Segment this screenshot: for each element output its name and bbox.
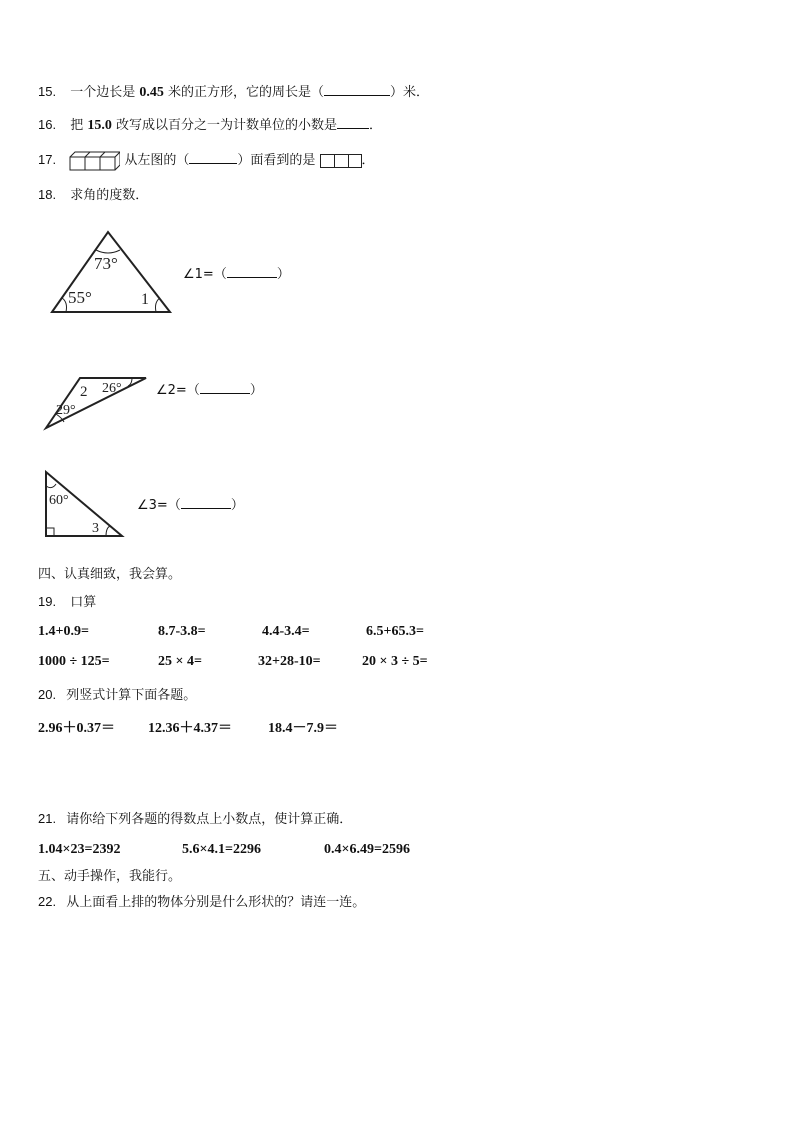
decimal-point-item: 5.6×4.1=2296 — [182, 842, 261, 857]
angle-label-1: 1 — [141, 291, 149, 308]
answer-blank[interactable] — [227, 264, 277, 278]
question-title: 请你给下列各题的得数点上小数点，使计算正确． — [66, 812, 353, 827]
answer-label: ∠2=（ — [156, 383, 200, 398]
answer-label: ∠3=（ — [137, 498, 181, 513]
decimal-point-item: 0.4×6.49=2596 — [324, 842, 410, 857]
angle-2-answer — [156, 379, 263, 398]
cubes-figure — [68, 151, 120, 171]
decimal-point-item: 1.04×23=2392 — [38, 842, 121, 857]
angle-1-answer — [183, 263, 290, 282]
question-number: 17. — [38, 152, 57, 167]
question-title: 口算 — [70, 595, 97, 610]
question-text: 一个边长是 — [70, 85, 136, 100]
question-20 — [38, 686, 196, 705]
angle-label-29: 29° — [56, 403, 76, 418]
side-length-value: 0.45 — [139, 85, 164, 100]
angle-3-answer — [137, 494, 244, 513]
question-19 — [38, 593, 96, 612]
angle-label-2: 2 — [80, 384, 88, 400]
question-text: 把 — [70, 118, 84, 133]
question-number: 15. — [38, 84, 57, 99]
oral-calc-item: 20 × 3 ÷ 5= — [362, 654, 428, 669]
question-text: 改写成以百分之一为计数单位的小数是 — [116, 118, 338, 133]
three-squares-figure — [320, 154, 362, 168]
question-21 — [38, 810, 352, 829]
section-5-heading: 五、动手操作，我能行。 — [38, 869, 182, 884]
answer-label: ） — [276, 267, 290, 282]
vertical-calc-item: 12.36＋4.37＝ — [148, 721, 232, 736]
answer-blank[interactable] — [200, 380, 250, 394]
oral-calc-item: 8.7-3.8= — [158, 624, 206, 639]
answer-label: ） — [230, 498, 244, 513]
question-number: 22. — [38, 894, 57, 909]
oral-calc-item: 4.4-3.4= — [262, 624, 310, 639]
question-number: 18. — [38, 187, 57, 202]
question-text: ． — [369, 118, 383, 133]
question-16 — [38, 115, 382, 135]
answer-label: ∠1=（ — [183, 267, 227, 282]
oral-calc-item: 1.4+0.9= — [38, 624, 89, 639]
answer-label: ） — [249, 383, 263, 398]
triangle-2 — [42, 372, 152, 432]
angle-label-73: 73° — [94, 254, 118, 273]
vertical-calc-item: 18.4－7.9＝ — [268, 721, 338, 736]
question-22 — [38, 893, 365, 912]
question-text: 求角的度数． — [70, 188, 149, 203]
angle-label-60: 60° — [49, 493, 69, 508]
question-number: 21. — [38, 811, 57, 826]
question-number: 16. — [38, 117, 57, 132]
oral-calc-item: 25 × 4= — [158, 654, 202, 669]
answer-blank[interactable] — [181, 495, 231, 509]
question-number: 20. — [38, 687, 57, 702]
vertical-calc-item: 2.96＋0.37＝ — [38, 721, 115, 736]
angle-label-55: 55° — [68, 288, 92, 307]
question-17 — [38, 150, 375, 171]
question-title: 从上面看上排的物体分别是什么形状的？请连一连。 — [66, 895, 366, 910]
question-text: 从左图的（ — [124, 153, 190, 168]
question-text: ）面看到的是 — [237, 153, 316, 168]
number-value: 15.0 — [87, 118, 112, 133]
question-text: ）米． — [390, 85, 430, 100]
question-title: 列竖式计算下面各题。 — [66, 688, 197, 703]
question-18 — [38, 186, 148, 205]
oral-calc-item: 32+28-10= — [258, 654, 321, 669]
angle-label-3: 3 — [92, 521, 99, 536]
oral-calc-item: 1000 ÷ 125= — [38, 654, 110, 669]
question-15 — [38, 82, 429, 102]
triangle-1 — [44, 226, 176, 316]
section-4-heading: 四、认真细致，我会算。 — [38, 567, 182, 582]
answer-blank[interactable] — [189, 150, 237, 164]
question-text: 米的正方形，它的周长是（ — [168, 85, 325, 100]
answer-blank[interactable] — [324, 82, 390, 96]
question-number: 19. — [38, 594, 57, 609]
question-text: ． — [361, 153, 375, 168]
answer-blank[interactable] — [337, 115, 369, 129]
triangle-3 — [40, 468, 130, 542]
oral-calc-item: 6.5+65.3= — [366, 624, 424, 639]
angle-label-26: 26° — [102, 381, 122, 396]
